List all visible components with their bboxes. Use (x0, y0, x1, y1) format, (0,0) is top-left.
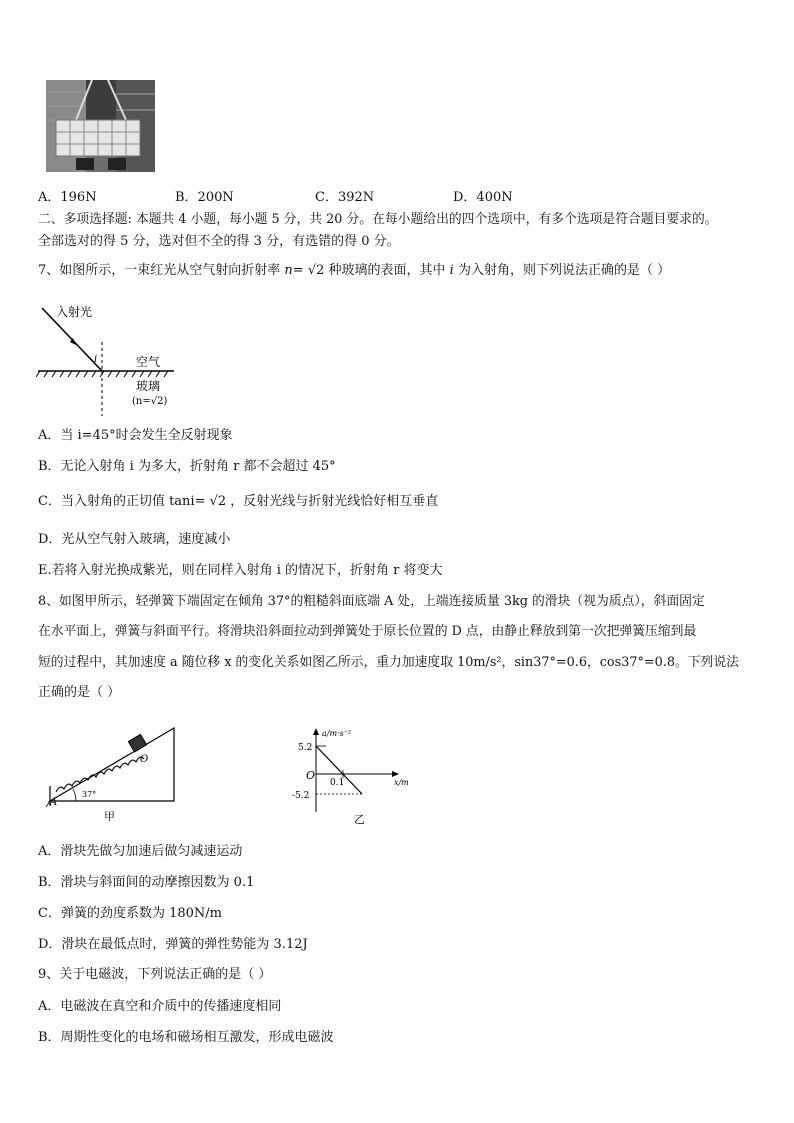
q8-option-a: A．滑块先做匀加速后做匀减速运动 (38, 844, 243, 859)
q8-figure-yi (286, 726, 416, 832)
point-o-label: O (140, 754, 149, 765)
q7-option-c: C．当入射角的正切值 tani= √2 ，反射光线与折射光线恰好相互垂直 (38, 494, 439, 509)
slider-block (128, 734, 146, 751)
incline (50, 728, 174, 801)
q9-option-b: B．周期性变化的电场和磁场相互激发，形成电磁波 (38, 1030, 334, 1045)
q8-stem-line4: 正确的是（ ） (38, 685, 121, 700)
q7-option-a: A．当 i=45°时会发生全反射现象 (38, 428, 233, 443)
spring (56, 757, 144, 792)
figure-yi-caption: 乙 (354, 813, 365, 826)
q8-stem-line1: 8、如图甲所示，轻弹簧下端固定在倾角 37°的粗糙斜面底端 A 处，上端连接质量 3kg 的滑块（视为质点），斜面固定 (38, 594, 705, 609)
y-bottom-tick: -5.2 (292, 791, 310, 801)
q9-option-a: A．电磁波在真空和介质中的传播速度相同 (38, 999, 282, 1014)
bricks-photo (46, 80, 155, 172)
q7-option-b: B．无论入射角 i 为多大，折射角 r 都不会超过 45° (38, 459, 336, 474)
angle-i-label: i (94, 354, 98, 365)
glass-label: 玻璃 (136, 379, 161, 393)
origin-label: O (306, 769, 316, 782)
x-axis-label: x/m (394, 778, 409, 787)
q6-option-a: A．196N (38, 190, 97, 205)
figure-jia-caption: 甲 (104, 810, 115, 823)
section2-instructions-line2: 全部选对的得 5 分，选对但不全的得 3 分，有选错的得 0 分。 (38, 234, 400, 249)
a-axis-label: a/m·s⁻² (322, 729, 352, 738)
angle-37-label: 37° (82, 790, 97, 799)
q7-option-d: D．光从空气射入玻璃，速度减小 (38, 532, 231, 547)
q7-stem: 7、如图所示，一束红光从空气射向折射率 n= √2 种玻璃的表面，其中 i 为入射角，则下列说法正确的是（ ） (38, 263, 671, 278)
section2-instructions-line1: 二、多项选择题: 本题共 4 小题，每小题 5 分，共 20 分。在每小题给出的四个选项中，有多个选项是符合题目要求的。 (38, 212, 718, 227)
q7-option-e: E.若将入射光换成紫光，则在同样入射角 i 的情况下，折射角 r 将变大 (38, 563, 443, 578)
q8-stem-line3: 短的过程中，其加速度 a 随位移 x 的变化关系如图乙所示，重力加速度取 10m/s²，sin37°=0.6，cos37°=0.8。下列说法 (38, 655, 739, 670)
q7-refraction-figure (36, 298, 176, 422)
y-top-tick: 5.2 (298, 743, 313, 753)
q6-option-b: B．200N (175, 190, 234, 205)
index-label: (n=√2) (132, 396, 168, 407)
q6-option-c: C．392N (315, 190, 375, 205)
q8-option-c: C．弹簧的劲度系数为 180N/m (38, 906, 222, 921)
incident-label: 入射光 (56, 305, 93, 319)
q8-figure-jia (46, 726, 186, 828)
q9-stem: 9、关于电磁波，下列说法正确的是（ ） (38, 967, 272, 982)
q8-stem-line2: 在水平面上，弹簧与斜面平行。将滑块沿斜面拉动到弹簧处于原长位置的 D 点，由静止释放到第一次把弹簧压缩到最 (38, 624, 697, 639)
q8-option-d: D．滑块在最低点时，弹簧的弹性势能为 3.12J (38, 937, 308, 952)
x-tick-label: 0.1 (330, 778, 345, 788)
q8-option-b: B．滑块与斜面间的动摩擦因数为 0.1 (38, 875, 255, 890)
air-label: 空气 (136, 355, 161, 369)
q6-option-d: D．400N (453, 190, 513, 205)
point-a-label: A (50, 797, 58, 808)
